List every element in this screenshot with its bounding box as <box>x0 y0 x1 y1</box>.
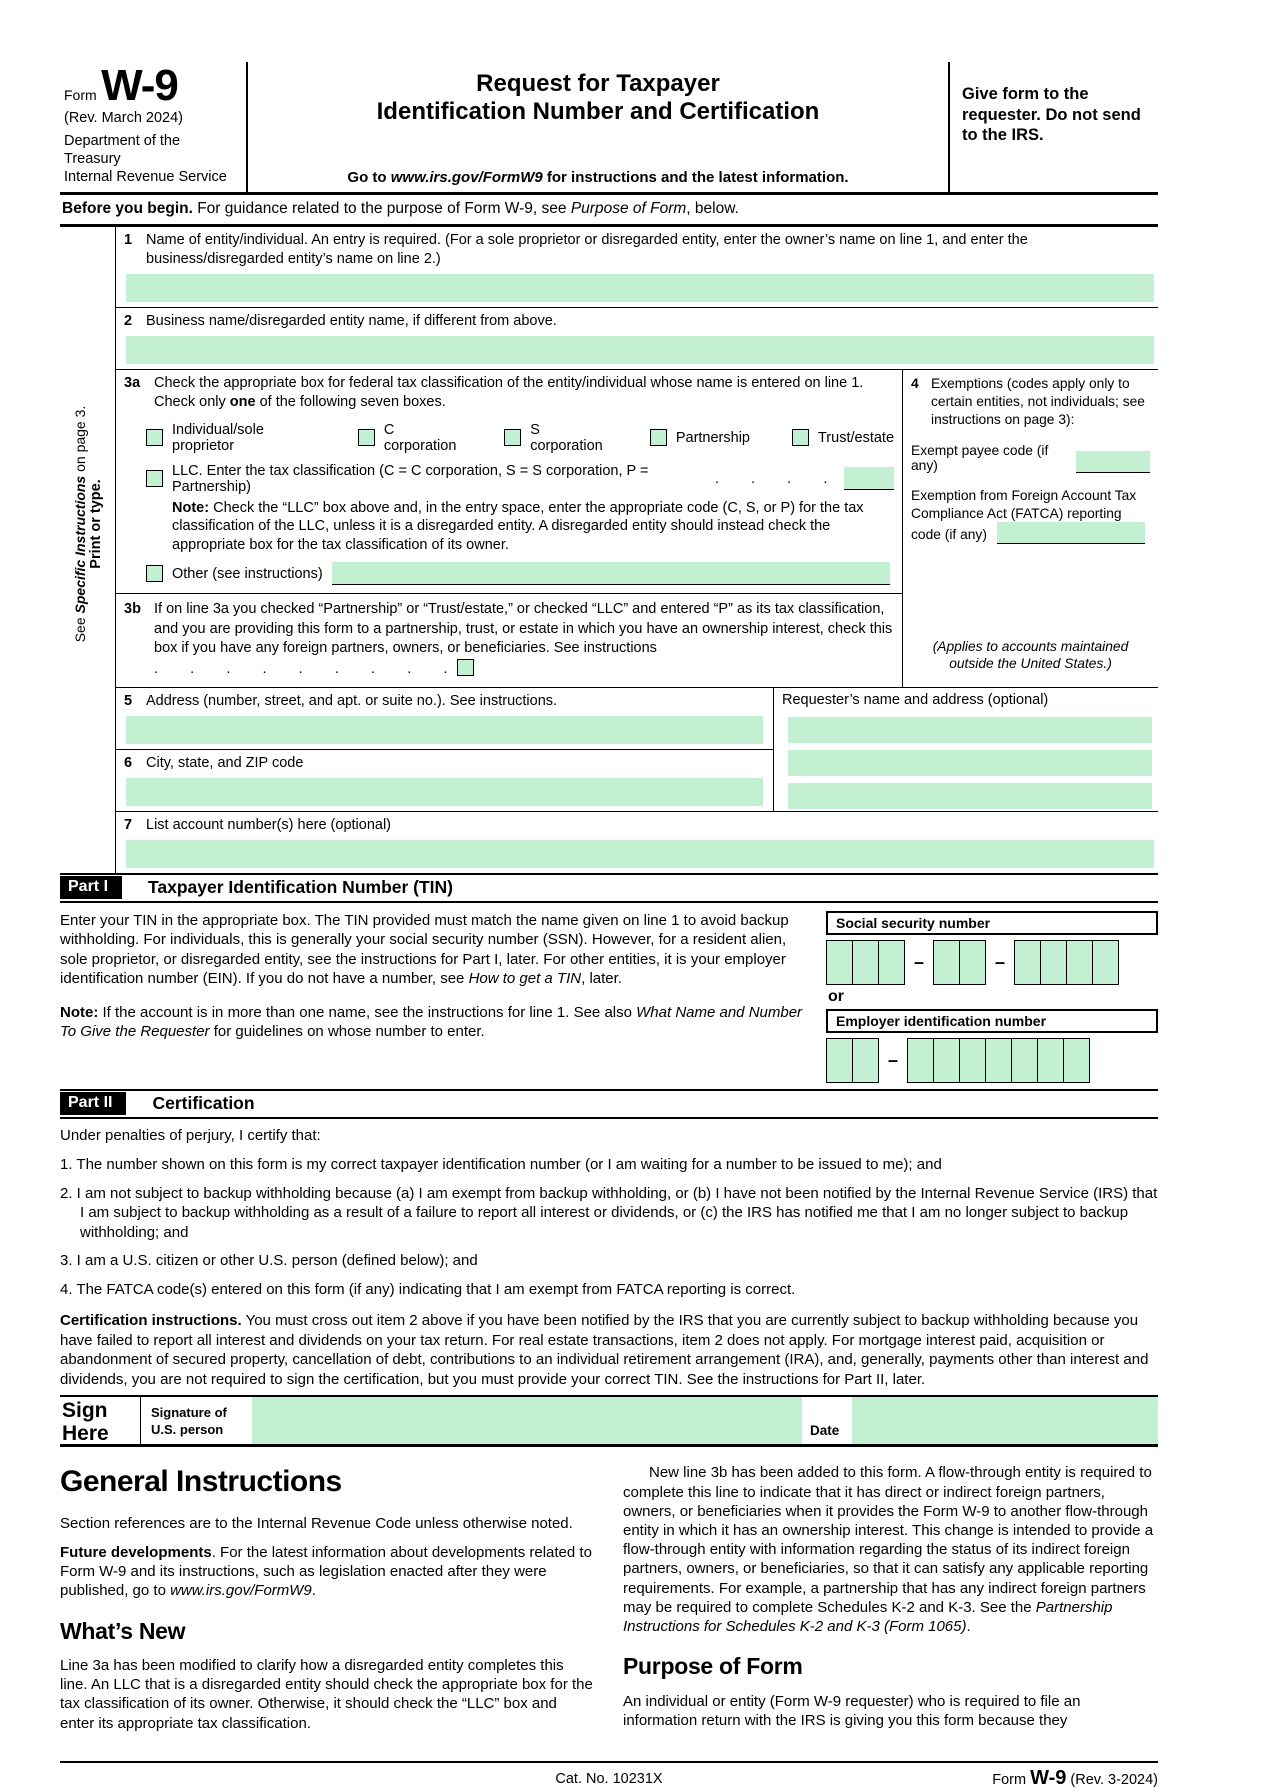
line-2-number: 2 <box>124 313 133 330</box>
c-corporation-checkbox[interactable] <box>358 429 375 446</box>
tin-dash: – <box>995 951 1006 972</box>
tin-digit-cell[interactable] <box>1063 1038 1090 1083</box>
tin-digit-cell[interactable] <box>878 940 905 985</box>
tin-group <box>933 940 986 985</box>
exempt-payee-row <box>903 443 1158 473</box>
line-4-number: 4 <box>911 375 919 391</box>
purpose-of-form-title: Purpose of Form <box>623 1653 803 1680</box>
catalog-number: Cat. No. 10231X <box>555 1770 663 1787</box>
line-3a-number: 3a <box>124 374 141 391</box>
other-row <box>116 557 902 593</box>
tin-digit-cell[interactable] <box>826 940 853 985</box>
llc-classification-input[interactable] <box>844 467 894 490</box>
purpose-paragraph: An individual or entity (Form W-9 requester) who is required to file an information return with the IRS is giving you this form because they <box>623 1692 1081 1729</box>
line-3a-label: Check the appropriate box for federal tax classification of the entity/individual whose name is entered on line 1. Check only one of the following seven boxes. <box>154 374 864 410</box>
tin-digit-cell[interactable] <box>933 940 960 985</box>
form-title-block <box>248 62 950 192</box>
future-developments-paragraph: Future developments. For the latest information about developments related to Form W-9 and its instructions, such as legislation enacted after they were published, go to www.irs.gov/FormW9. <box>60 1543 592 1600</box>
part2-body <box>60 1119 1158 1390</box>
line-3b-dot-leader: . . . . . . . . . <box>154 660 450 677</box>
line-6-number: 6 <box>124 755 133 772</box>
line-2 <box>116 308 1158 370</box>
ein-cells <box>826 1038 1158 1083</box>
llc-row <box>116 456 902 495</box>
tin-digit-cell[interactable] <box>959 1038 986 1083</box>
whats-new-paragraph-2: New line 3b has been added to this form. A flow-through entity is required to complete this line to indicate that it has direct or indirect foreign partners, owners, or beneficiaries when it provides the Form W-9 to another flow-through entity in which it has an ownership interest. This change is intended to provide a flow-through entity with information regarding the status of its indirect foreign partners, owners, or beneficiaries, so that it can satisfy any applicable reporting requirements. For example, a partnership that has any indirect foreign partners may be required to complete Schedules K-2 and K-3. See the Partnership Instructions for Schedules K-2 and K-3 (Form 1065). <box>623 1464 1154 1635</box>
line-1 <box>116 227 1158 308</box>
option-s-corp: S corporation <box>504 422 608 454</box>
exempt-payee-label: Exempt payee code (if any) <box>911 442 1049 473</box>
line-3b-number: 3b <box>124 601 141 618</box>
ein-label: Employer identification number <box>826 1009 1158 1033</box>
tin-dash: – <box>914 951 925 972</box>
line-5-6-region <box>116 688 1158 812</box>
line-6 <box>116 750 773 806</box>
left-column <box>60 1463 595 1742</box>
certification-instructions: Certification instructions. You must cross out item 2 above if you have been notified by the IRS that you are currently subject to backup withholding because you have failed to report all interest and dividends on your tax return. For real estate transactions, item 2 does not apply. For mortgage interest paid, acquisition or abandonment of secured property, cancellation of debt, contributions to an individual retirement arrangement (IRA), and, generally, payments other than interest and dividends, you are not required to sign the certification, but you must provide your correct TIN. See the instructions for Part II, later. <box>60 1312 1149 1388</box>
certification-item-4: 4. The FATCA code(s) entered on this form (if any) indicating that I am exempt from FATCA reporting is correct. <box>60 1280 796 1298</box>
line-3b-label: If on line 3a you checked “Partnership” or “Trust/estate,” or checked “LLC” and entered “P” as its tax classification, and you are providing this form to a partnership, trust, or estate in which you have an ownership interest, check this box if you have any foreign partners, owners, or beneficiaries. See instructions . . . . . . . . . <box>154 601 893 677</box>
s-corporation-checkbox[interactable] <box>504 429 521 446</box>
tin-digit-cell[interactable] <box>1092 940 1119 985</box>
part2-title: Certification <box>152 1092 255 1113</box>
print-or-type-label: Print or type. <box>87 479 104 570</box>
fatca-code-input[interactable] <box>997 522 1145 544</box>
other-input[interactable] <box>332 562 890 585</box>
part1-header <box>60 873 1158 903</box>
tin-digit-cell[interactable] <box>1040 940 1067 985</box>
exempt-payee-code-input[interactable] <box>1076 451 1150 473</box>
certification-item-2: 2. I am not subject to backup withholding because (a) I am exempt from backup withholding, or (b) I have not been notified by the Internal Revenue Service (IRS) that I am subject to backup withholding as a result of a failure to report all interest or dividends, or (c) the IRS has notified me that I am no longer subject to backup withholding; and <box>60 1184 1158 1241</box>
other-checkbox[interactable] <box>146 565 163 582</box>
tin-boxes <box>826 911 1158 1083</box>
line-3b <box>116 593 902 687</box>
line-5 <box>116 688 773 750</box>
line-1-number: 1 <box>124 232 133 249</box>
tin-digit-cell[interactable] <box>1037 1038 1064 1083</box>
exemptions-label: Exemptions (codes apply only to certain entities, not individuals; see instructions on page 3): <box>931 375 1145 427</box>
certification-item-1: 1. The number shown on this form is my correct taxpayer identification number (or I am waiting for a number to be issued to me); and <box>60 1156 942 1174</box>
requester-input-3[interactable] <box>788 783 1152 809</box>
tin-digit-cell[interactable] <box>1011 1038 1038 1083</box>
llc-label: LLC. Enter the tax classification (C = C corporation, S = S corporation, P = Partnership) <box>172 462 649 495</box>
date-label: Date <box>802 1397 852 1444</box>
requester-input-1[interactable] <box>788 717 1152 743</box>
form-title: Request for Taxpayer Identification Number and Certification <box>376 70 820 125</box>
part1-title: Taxpayer Identification Number (TIN) <box>148 876 454 897</box>
form-number: W-9 <box>101 61 178 110</box>
ssn-cells <box>826 940 1158 985</box>
ssn-label: Social security number <box>826 911 1158 935</box>
tin-digit-cell[interactable] <box>826 1038 853 1083</box>
requester-label: Requester’s name and address (optional) <box>782 692 1049 709</box>
llc-checkbox[interactable] <box>146 470 163 487</box>
tin-digit-cell[interactable] <box>959 940 986 985</box>
department-label: Department of the Treasury <box>64 133 181 167</box>
option-individual: Individual/sole proprietor <box>146 422 316 454</box>
city-state-zip-input[interactable] <box>126 778 763 806</box>
signature-input[interactable] <box>252 1397 802 1444</box>
date-input[interactable] <box>852 1397 1158 1444</box>
signature-of-label: Signature of U.S. person <box>140 1397 252 1444</box>
name-input[interactable] <box>126 274 1154 302</box>
tin-digit-cell[interactable] <box>1066 940 1093 985</box>
part1-badge: Part I <box>60 876 122 899</box>
form-revision: (Rev. March 2024) <box>64 109 183 126</box>
whats-new-title: What’s New <box>60 1617 186 1644</box>
or-label: or <box>828 987 844 1005</box>
form-body <box>60 227 1158 873</box>
line-1-label: Name of entity/individual. An entry is required. (For a sole proprietor or disregarded entity, enter the owner’s name on line 1, and enter the business/disregarded entity’s name on line 2.) <box>146 232 1028 268</box>
line-5-label: Address (number, street, and apt. or suite no.). See instructions. <box>146 693 558 710</box>
line-3-and-4-region <box>116 370 1158 688</box>
tin-group <box>1014 940 1119 985</box>
give-form-note: Give form to the requester. Do not send to the IRS. <box>962 85 1141 145</box>
option-trust-estate: Trust/estate <box>792 429 894 446</box>
option-c-corp: C corporation <box>358 422 462 454</box>
tin-digit-cell[interactable] <box>852 1038 879 1083</box>
individual-checkbox[interactable] <box>146 429 163 446</box>
line-7-label: List account number(s) here (optional) <box>146 817 392 834</box>
tin-digit-cell[interactable] <box>933 1038 960 1083</box>
requester-input-2[interactable] <box>788 750 1152 776</box>
footer-form-id: Form W-9 (Rev. 3-2024) <box>992 1766 1158 1789</box>
part2-header <box>60 1089 1158 1119</box>
address-input[interactable] <box>126 716 763 744</box>
tin-dash: – <box>888 1049 899 1070</box>
llc-dot-leader: . . . . <box>714 470 830 487</box>
part2-badge: Part II <box>60 1092 126 1115</box>
line-3a <box>116 370 902 593</box>
tin-group <box>826 940 905 985</box>
goto-line: Go to www.irs.gov/FormW9 for instructions and the latest information. <box>347 169 849 187</box>
see-instructions-note: See Specific Instructions on page 3. <box>71 405 88 643</box>
tin-digit-cell[interactable] <box>907 1038 934 1083</box>
line-2-label: Business name/disregarded entity name, if different from above. <box>146 313 557 330</box>
fields-area <box>115 227 1158 873</box>
general-instructions-title: General Instructions <box>60 1465 342 1499</box>
applies-note: (Applies to accounts maintained outside the United States.) <box>932 638 1129 672</box>
tin-digit-cell[interactable] <box>1014 940 1041 985</box>
partnership-checkbox[interactable] <box>650 429 667 446</box>
line-5-number: 5 <box>124 693 133 710</box>
option-partnership: Partnership <box>650 429 750 446</box>
address-column <box>116 688 773 811</box>
trust-estate-checkbox[interactable] <box>792 429 809 446</box>
line-7 <box>116 812 1158 868</box>
line-6-label: City, state, and ZIP code <box>146 755 304 772</box>
goto-url: www.irs.gov/FormW9 <box>390 169 543 187</box>
foreign-partners-checkbox[interactable] <box>457 659 474 676</box>
account-numbers-input[interactable] <box>126 840 1154 868</box>
whats-new-paragraph-1: Line 3a has been modified to clarify how a disregarded entity completes this line. An LLC that is a disregarded entity should check the appropriate box for the tax classification of its owner. Otherwise, it should check the “LLC” box and enter its appropriate tax classification. <box>60 1656 593 1732</box>
before-you-begin: Before you begin. For guidance related to the purpose of Form W-9, see Purpose of Form, below. <box>60 195 1158 227</box>
line-4-column <box>902 370 1158 687</box>
tin-digit-cell[interactable] <box>852 940 879 985</box>
form-header <box>60 62 1158 195</box>
right-column <box>623 1463 1158 1742</box>
other-label: Other (see instructions) <box>172 565 323 582</box>
form-sheet <box>60 62 1158 1791</box>
fatca-label: Exemption from Foreign Account Tax Compliance Act (FATCA) reporting code (if any) <box>911 487 1137 543</box>
line-3-column <box>116 370 902 687</box>
tin-group <box>826 1038 879 1083</box>
llc-note: Note: Check the “LLC” box above and, in the entry space, enter the appropriate code (C, S, or P) for the tax classification of the LLC, unless it is a disregarded entity. A disregarded entity should instead check the appropriate box for the tax classification of its owner. <box>172 499 864 554</box>
form-id-block <box>60 62 248 192</box>
instructions-columns <box>60 1447 1158 1742</box>
certification-intro: Under penalties of perjury, I certify that: <box>60 1126 321 1144</box>
requester-column <box>773 688 1158 811</box>
part1-note: Note: If the account is in more than one name, see the instructions for line 1. See also What Name and Number To Give the Requester for guidelines on whose number to enter. <box>60 1003 803 1041</box>
print-or-type-strip <box>60 227 115 873</box>
tin-group <box>907 1038 1090 1083</box>
sign-here-label: Sign Here <box>62 1399 109 1446</box>
business-name-input[interactable] <box>126 336 1154 364</box>
fatca-row <box>903 487 1158 545</box>
classification-checkboxes <box>116 414 902 456</box>
section-references-paragraph: Section references are to the Internal Revenue Code unless otherwise noted. <box>60 1514 573 1532</box>
part1-paragraph: Enter your TIN in the appropriate box. The TIN provided must match the name given on line 1 to avoid backup withholding. For individuals, this is generally your social security number (SSN). However, for a resident alien, sole proprietor, or disregarded entity, see the instructions for Part I, later. For other entities, it is your employer identification number (EIN). If you do not have a number, see How to get a TIN, later. <box>60 911 789 988</box>
sign-here-row <box>60 1395 1158 1447</box>
tin-digit-cell[interactable] <box>985 1038 1012 1083</box>
form-word: Form <box>64 87 97 103</box>
part1-body <box>60 903 1158 1083</box>
line-7-number: 7 <box>124 817 133 834</box>
part1-instructions <box>60 911 826 1083</box>
agency-label: Internal Revenue Service <box>64 168 227 185</box>
certification-item-3: 3. I am a U.S. citizen or other U.S. person (defined below); and <box>60 1252 478 1270</box>
page-footer <box>60 1761 1158 1791</box>
